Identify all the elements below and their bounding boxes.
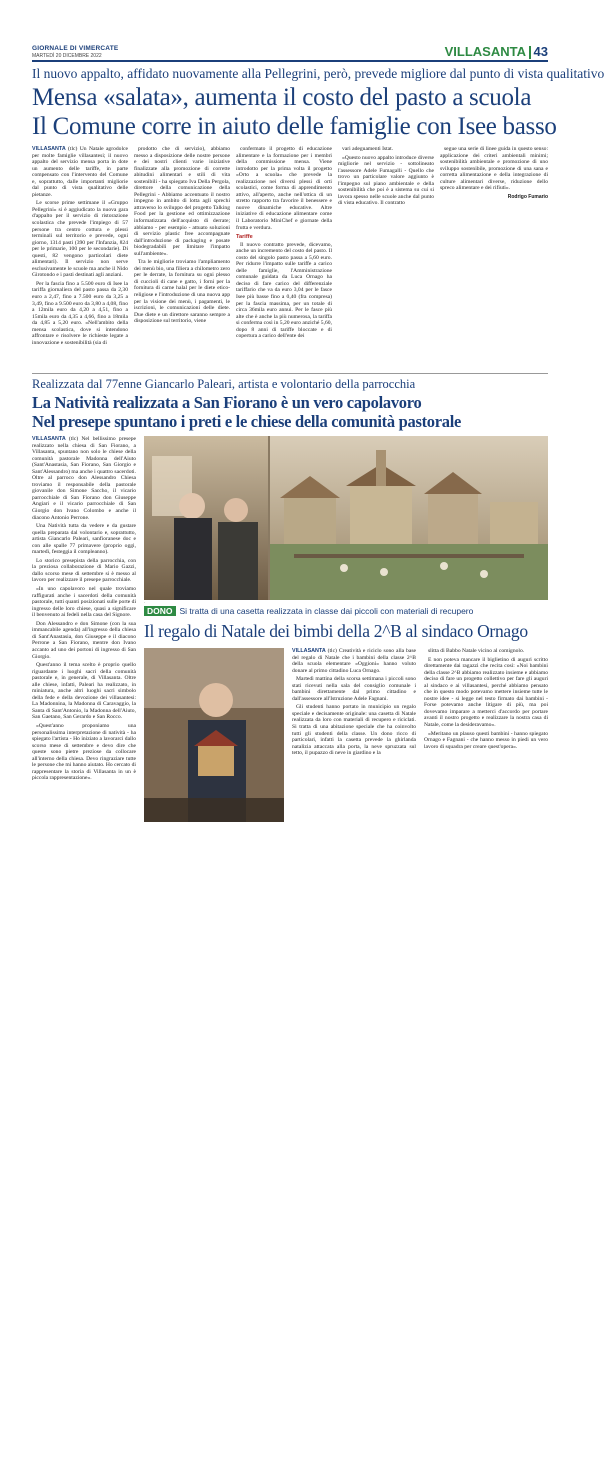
mayor-photo-image <box>144 648 284 822</box>
author-signature: Rodrigo Fumario <box>507 193 548 200</box>
paragraph-text: Una Natività tutta da vedere e da gustare quella preparata dal volontario e, soprattutto, artista Giancarlo Paleari, sanfioranese doc e con alle spalle 77 primavere (proprio oggi, martedì, festeggia il compleanno). <box>32 523 136 556</box>
article2-column <box>32 436 136 836</box>
paragraph-text: «Meritano un plauso questi bambini - hanno spiegato Ornago e Fagnani - che hanno messo in piedi un vero lavoro di squadra per creare quest'opera». <box>424 730 548 750</box>
article-divider <box>32 373 548 374</box>
paragraph <box>292 676 416 702</box>
paragraph <box>32 200 128 279</box>
paragraph <box>236 242 332 340</box>
paragraph-text: Don Alessandro e don Simone (con la sua immancabile agenda) all'ingresso della chiesa di Sant'Anastasia, don Giuseppe e il diacono Perrone a San Fiorano, mentre don Ivano accanto ad uno dei portoni di ingresso di San Giorgio. <box>32 620 136 660</box>
paragraph <box>32 558 136 584</box>
paragraph <box>424 648 548 655</box>
article3-headline: Il regalo di Natale dei bimbi della 2^B al sindaco Ornago <box>144 621 528 641</box>
paragraph-text: Quest'anno il tema scelto è proprio quello riguardante i luoghi sacri della comunità pastorale e, in generale, di Villasanta. Oltre alle chiese, infatti, Paleari ha realizzato, in miniatura, anche altri luoghi sacri simbolo della fede e della devozione dei villasantesi: La Madonnina, la Madonna di Caravaggio, la Santa di Sant'Antonio, la Madonna dell'Aiuto, San Gaetano, San Gerardo e San Rocco. <box>32 662 136 721</box>
paragraph <box>32 621 136 660</box>
paragraph-text: (tlc) Un Natale agrodolce per molte famiglie villasantesi; il nuovo appalto del servizio mensa porta in dote un aumento delle tariffe, in parte compensato con l'intervento del Comune e, soprattutto, dalle importanti migliorie dal punto di vista qualitativo delle pietanze. <box>32 146 128 198</box>
paragraph <box>134 146 230 257</box>
subheading: Tariffe <box>236 234 253 241</box>
dateline: VILLASANTA <box>292 648 328 654</box>
paragraph-text: «Questo nuovo appalto introduce diverse migliorie nel servizio - sottolineato l'assessore Adele Fumagalli - Quello che trovo un particolare valore aggiunto è l'impegno sul piano ambientale e della sostenibilità che poi è a sistema su cui si lavora spesso nelle scuole anche dal punto di vista educativo. Il contratto <box>338 154 434 207</box>
article1-headline-line2: Il Comune corre in aiuto delle famiglie con Isee basso <box>32 113 557 140</box>
article1-headline-line1: Mensa «salata», aumenta il costo del pasto a scuola <box>32 84 532 111</box>
paragraph-text: (tlc) Nel bellissimo presepe realizzato nella chiesa di San Fiorano, a Villasanta, spuntano non solo le chiese della comunità pastorale Madonna dell'Aiuto (Sant'Anastasia, San Fiorano, San Giorgio e Sant'Alessandro) ma anche i quattro sacerdoti. Oltre al parroco don Alessandro Chiesa troviamo il responsabile della pastorale giovanile don Simone Saccho, il vicario parrocchiale di San Fiorano don Giuseppe Angiari e il vicario parrocchiale di San Giorgio don Ivano Colombo e anche il diacono Antonio Perrone. <box>32 436 136 521</box>
page-header <box>32 44 548 62</box>
paragraph <box>424 731 548 751</box>
header-separator <box>529 46 531 59</box>
dateline: VILLASANTA <box>32 436 69 442</box>
mayor-photo-caption: Il sindaco tiene tra le mani la casetta regalata dagli studenti della 2^B della scuola Oggioni <box>290 1455 422 1466</box>
paragraph <box>338 155 434 207</box>
paragraph <box>424 657 548 729</box>
paragraph-text: vari adeguamenti Istat. <box>342 146 394 152</box>
paragraph-text: slitta di Babbo Natale vicino al comignolo. <box>428 648 525 654</box>
paragraph-text: «Quest'anno proponiamo una personalissima interpretazione di natività - ha spiegato l'artista - Ho iniziato a lavorarci dallo scorso mese di settembre e devo dire che queste sono pietre preziose da collocare all'interno della chiesa. Devo ringraziare tutte le persone che mi hanno aiutato. Ho cercato di rappresentare la storia di Villasanta in un è piccola rappresentazione». <box>32 722 136 782</box>
paragraph <box>32 146 128 198</box>
article2-headline-line2: Nel presepe spuntano i preti e le chiese della comunità pastorale <box>32 412 462 431</box>
article3-kicker-text: Si tratta di una casetta realizzata in classe dai piccoli con materiali di recupero <box>179 606 474 616</box>
paragraph-text: segue una serie di linee guida in questo senso: applicazione dei criteri ambientali minimi; sostenibilità ambientale e promozione di uno sviluppo sostenibile, promozione di una sana e corretta alimentazione e della integrazione di culture alimentari diverse, riduzione dello spreco alimentare e dei rifiuti». <box>440 146 548 192</box>
paragraph <box>236 146 332 231</box>
paragraph-text: Tra le migliorie troviamo l'ampliamento dei menù bio, una filiera a chilometro zero per le derrate, la fornitura su ogni plesso di cuccioli di cane e gatto, i forni per la fornitura di carne halal per le diete etico-religiose e l'introduzione di una nuova app per la visione dei menù, i pagamenti, le iscrizioni, le comunicazioni delle diete. Due diete e un direttore saranno sempre a disposizione sul territorio, viene <box>134 259 230 325</box>
paragraph <box>32 723 136 782</box>
nativity-photo <box>144 436 548 600</box>
article1-kicker: Il nuovo appalto, affidato nuovamente alla Pellegrini, però, prevede migliore dal punto di vista qualitativo <box>32 66 604 81</box>
paragraph-text: (tlc) Creatività e riciclo sono alla base del regalo di Natale che i bambini della classe 2^B della scuola elementare «Oggioni» hanno voluto donare al primo cittadino Luca Ornago. <box>292 648 416 674</box>
section-name: VILLASANTA <box>444 44 526 59</box>
article1-column-4 <box>338 146 434 374</box>
paragraph <box>440 146 548 192</box>
article1-column-1 <box>32 146 128 374</box>
nativity-photo-image <box>144 436 548 600</box>
paragraph-text: Gli studenti hanno portato in municipio un regalo speciale e decisamente originale: una casetta di Natale realizzata da loro con materiali di recupero e riciclati. Si tratta di una abitazione speciale che ha coinvolto tutti gli studenti della classe. Un dono ricco di particolari, infatti la casetta prevede la ghirlanda natalizia attaccata alla porta, la neve spruzzata sul tetto, il pupazzo di neve in giardino e la <box>292 704 416 757</box>
paragraph <box>32 523 136 556</box>
paragraph <box>32 281 128 346</box>
paragraph <box>32 662 136 721</box>
paragraph-text: Martedì mattina della scorsa settimana i piccoli sono stati ricevuti nella sala del consiglio comunale i bambini direttamente dal primo cittadino e dall'assessore all'Istruzione Adele Fagnani. <box>292 676 416 702</box>
paragraph <box>292 648 416 674</box>
dateline: VILLASANTA <box>32 146 69 152</box>
paragraph-text: Per la fascia fino a 5.500 euro di Isee la tariffa giornaliera del pasto passa da 2,30 euro a 2,47, fino a 7.500 euro da 3,25 a 3,49, fino a 9.500 euro da 3,80 a 4,08, fino a 12mila euro da 4,20 a 4,51, fino a 15mila euro da 4,35 a 4,66, fino a 18mila da 4,85 a 5,20 euro. «Nell'ambito della mensa scolastica, dove si intendono affrontare e risolvere le richieste legate a innovazione e sostenibilità (sia di <box>32 280 128 346</box>
article1-column-2 <box>134 146 230 374</box>
article1-column-5 <box>440 146 548 374</box>
paragraph-text: prodotto che di servizio), abbiamo messo a disposizione delle nostre persone e dei nostri clienti varie iniziative finalizzate alla promozione di corrette abitudini alimentari e stili di vita sostenibili - ha spiegato Iva Della Pergola, direttore della comunicazione della Pellegrini - Abbiamo accentuato il nostro impegno in ambito di lotta agli sprechi attraverso lo sviluppo del progetto Talking Food per la gestione ed ottimizzazione informatizzata dell'acquisto di derrate; abbiamo - per esempio - attuato soluzioni di servizio plastic free accompagnate dall'introduzione di packaging e posate biodegradabili per limitare l'impatto sull'ambiente». <box>134 146 230 257</box>
paragraph-text: Il nuovo contratto prevede, dicevamo, anche un incremento del costo del pasto. Il costo del singolo pasto passa a 5,60 euro. Per ridurre l'impatto sulle tariffe a carico delle famiglie, l'Amministrazione comunale guidata da Luca Ornago ha deciso di fare carico del differenziale tariffario che va da euro 3,04 per le fasce Isee più basse fino a 0,40 (fra compresa) per la fascia massima, per un totale di circa 36mila euro annui. Per le fasce più alte che è anche la più numerosa, la tariffa si conferma così in 5,20 euro anziché 5,60, dopo 8 anni di tariffe bloccate e di copertura a carico dell'ente dei <box>236 241 332 340</box>
paragraph <box>32 436 136 521</box>
article2-kicker: Realizzata dal 77enne Giancarlo Paleari, artista e volontario della parrocchia <box>32 377 416 391</box>
paragraph-text: Le scorse prime settimane il «Gruppo Pellegrini» si è aggiudicato la nuova gara d'appalto per il servizio di ristorazione scolastica che prevede l'impiego di 57 persone tra centro cottura e plessi terminali sul territorio e prevede, ogni giorno, 1314 pasti (390 per l'Infanzia, 824 per le primarie, 100 per le secondarie). Di questi, 82 vengono particolari diete alimentari). Il servizio non serve esclusivamente le scuole ma anche il Nido Girotondo e i pasti destinati agli anziani. <box>32 200 128 279</box>
article3-column-1 <box>292 648 416 834</box>
paragraph <box>292 704 416 756</box>
paragraph-text: «In uno capolavoro nel quale troviamo raffigurati anche i sacerdoti della comunità pastorale, tutti quanti posizionati sulle porte di ingresso delle loro chiese, quasi a significare il benvenuto ai fedeli nella casa del Signore. <box>32 586 136 619</box>
paragraph <box>32 586 136 619</box>
article3-tag: DONO <box>144 606 176 616</box>
paragraph-text: Lo storico presepista della parrocchia, con la preziosa collaborazione di Mario Gazzi, dallo scorso mese di settembre si è messo al lavoro per realizzare il presepe parrocchiale. <box>32 557 136 584</box>
article3-kicker <box>144 606 548 616</box>
newspaper-name: GIORNALE DI VIMERCATE <box>32 45 119 52</box>
paragraph <box>134 259 230 324</box>
paragraph <box>338 146 434 153</box>
page-number: 43 <box>533 44 548 59</box>
article1-column-3 <box>236 146 332 374</box>
article3-column-2 <box>424 648 548 834</box>
paragraph-text: confermato il progetto di educazione alimentare e la formazione per i membri della commissione mensa. Viene introdotto per la prima volta il progetto «Orto a scuola» che prevede la realizzazione nei diversi plessi di orti scolastici, come forma di apprendimento attivo, all'aperto, anche nell'ottica di un stretto rapporto tra favorire il benessere e nuove dinamiche educative. Altre iniziative di educazione alimentare come il Laboratorio MiniChef e giornate della frutta e verdura. <box>236 146 332 231</box>
issue-date: MARTEDÌ 20 DICEMBRE 2022 <box>32 53 102 59</box>
nativity-photo-caption: In <box>144 603 145 604</box>
article2-headline-line1: La Natività realizzata a San Fiorano è un vero capolavoro <box>32 393 422 412</box>
paragraph-text: E non poteva mancare il biglietino di auguri scritto direttamente dai ragazzi che recita così: «Noi bambini della classe 2^B abbiamo realizzato insieme e abbiamo deciso di fare un progetto collettivo per fare gli auguri al sindaco e ai villasantesi, perché abbiamo pensato che in questo modo potevamo mettere insieme tutte le nostre idee - si legge nel testo firmato dai bambini - Forse potevamo anche litigare di più, ma poi dovevamo imparare a metterci d'accordo per portare avanti il nostro progetto e realizzare la nostra casa di Natale, come la desideravamo». <box>424 656 548 729</box>
